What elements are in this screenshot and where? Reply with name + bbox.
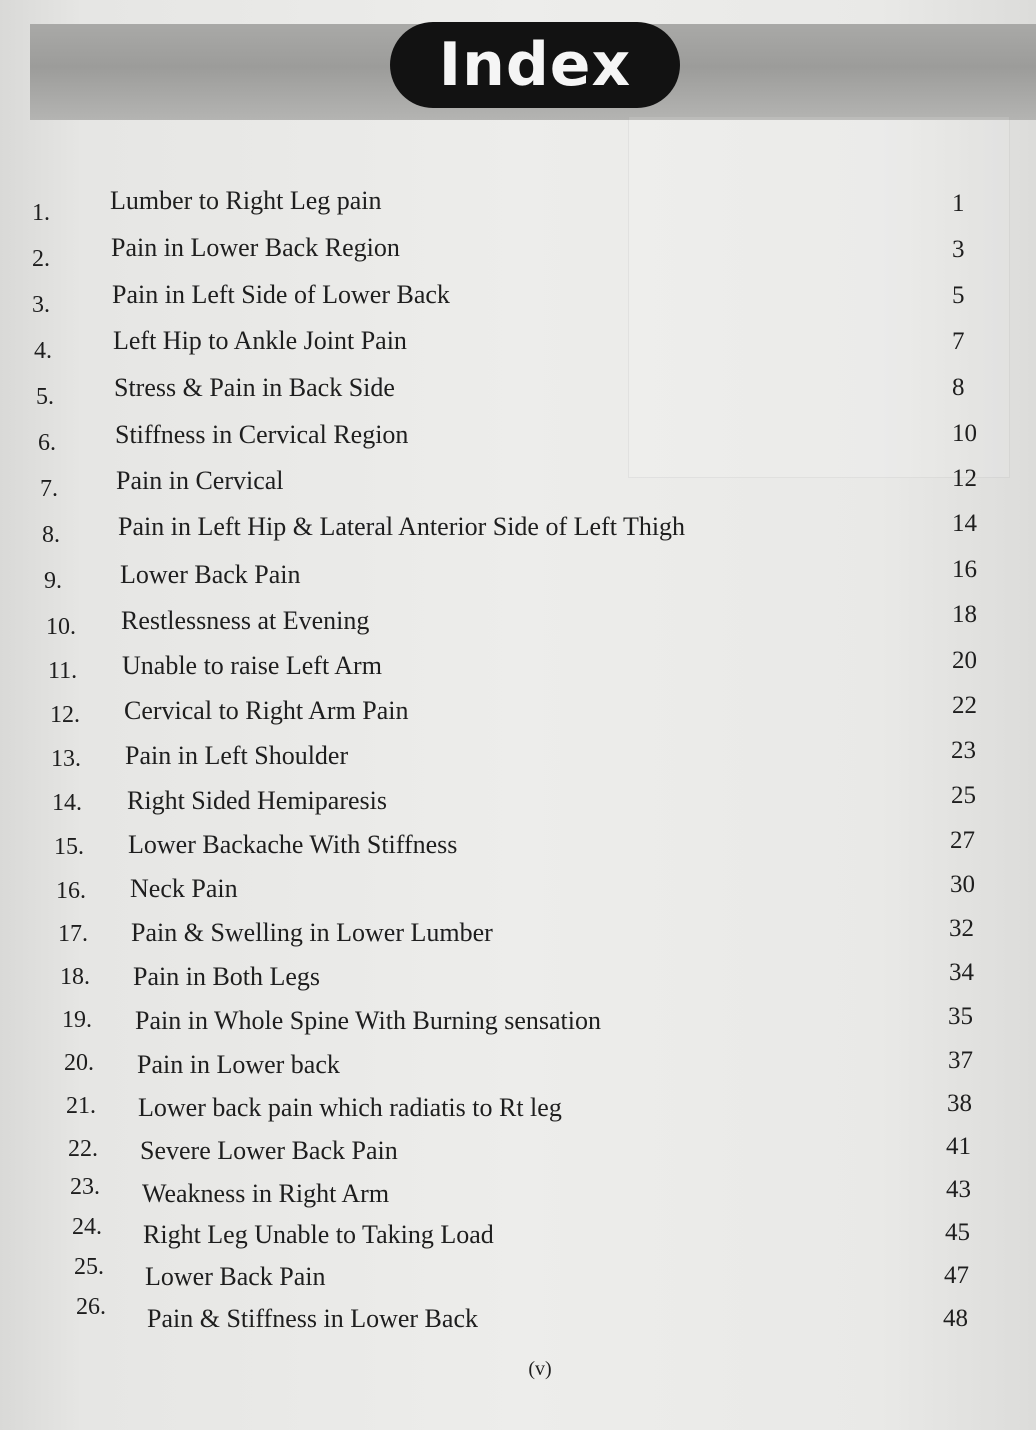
toc-entry-page: 27 [950, 827, 975, 854]
toc-entry-title: Cervical to Right Arm Pain [124, 696, 409, 725]
toc-entry-page: 3 [952, 236, 965, 263]
toc-entry-page: 14 [952, 510, 977, 537]
toc-entry-page: 32 [949, 915, 974, 942]
toc-entry-page: 34 [949, 959, 974, 986]
toc-entry-title: Lower Backache With Stiffness [128, 830, 458, 859]
toc-entry-title: Pain in Left Shoulder [125, 741, 349, 770]
toc-entry-number: 19. [62, 1007, 92, 1033]
toc-entry-number: 21. [66, 1093, 96, 1119]
toc-entry-number: 10. [46, 614, 76, 640]
toc-entry-number: 9. [44, 568, 62, 594]
toc-entry-number: 11. [48, 658, 78, 684]
toc-entry-title: Weakness in Right Arm [142, 1179, 390, 1208]
toc-entry-number: 8. [42, 522, 60, 548]
toc-entry-title: Lumber to Right Leg pain [110, 186, 382, 215]
toc-entry-number: 23. [70, 1174, 100, 1200]
toc-entry-number: 14. [52, 790, 82, 816]
toc-entry-title: Pain in Both Legs [133, 962, 321, 991]
toc-entry-number: 13. [51, 746, 81, 772]
toc-entry-title: Pain in Lower back [137, 1050, 340, 1079]
toc-entry-page: 25 [951, 782, 976, 809]
toc-entry-number: 25. [74, 1254, 104, 1280]
toc-entry-number: 2. [32, 246, 50, 272]
toc-entry-title: Right Leg Unable to Taking Load [143, 1220, 494, 1249]
toc-entry-title: Stiffness in Cervical Region [115, 420, 409, 449]
toc-entry-title: Severe Lower Back Pain [140, 1136, 398, 1165]
toc-entry-number: 24. [72, 1214, 102, 1240]
toc-entry-page: 48 [943, 1305, 968, 1332]
toc-entry-number: 12. [50, 702, 80, 728]
toc-entry-title: Lower back pain which radiatis to Rt leg [138, 1093, 562, 1122]
toc-entry-page: 38 [947, 1090, 972, 1117]
toc-entry-title: Lower Back Pain [145, 1262, 326, 1291]
toc-entry-page: 16 [952, 556, 977, 583]
toc-entry-page: 35 [948, 1003, 973, 1030]
toc-entry-title: Neck Pain [130, 874, 238, 903]
toc-entry-number: 26. [76, 1294, 106, 1320]
toc-entry-title: Pain in Whole Spine With Burning sensation [135, 1006, 601, 1035]
toc-entry-page: 30 [950, 871, 975, 898]
toc-entry-page: 10 [952, 420, 977, 447]
toc-entry-page: 37 [948, 1047, 973, 1074]
toc-entry-title: Pain in Left Hip & Lateral Anterior Side of Left Thigh [118, 512, 686, 541]
toc-entry-title: Pain in Lower Back Region [111, 233, 400, 262]
toc-entry-number: 1. [32, 200, 50, 226]
toc-entry-page: 7 [952, 328, 965, 355]
toc-entry-title: Pain in Cervical [116, 466, 284, 495]
toc-entry-page: 20 [952, 647, 977, 674]
toc-entry-page: 22 [952, 692, 977, 719]
toc-entry-page: 45 [945, 1219, 970, 1246]
toc-entry-number: 6. [38, 430, 56, 456]
toc-entry-number: 22. [68, 1136, 98, 1162]
toc-entry-number: 18. [60, 964, 90, 990]
toc-entry-page: 5 [952, 282, 965, 309]
toc-entry-page: 41 [946, 1133, 971, 1160]
toc-entry-number: 15. [54, 834, 84, 860]
toc-entry-page: 23 [951, 737, 976, 764]
toc-entry-number: 20. [64, 1050, 94, 1076]
toc-entry-number: 4. [34, 338, 52, 364]
toc-entry-title: Lower Back Pain [120, 560, 301, 589]
toc-entry-page: 43 [946, 1176, 971, 1203]
toc-entry-number: 3. [32, 292, 50, 318]
toc-entry-title: Stress & Pain in Back Side [114, 373, 395, 402]
page-title: Index [438, 30, 632, 100]
toc-entry-page: 8 [952, 374, 965, 401]
toc-entry-title: Left Hip to Ankle Joint Pain [113, 326, 407, 355]
toc-entry-title: Pain in Left Side of Lower Back [112, 280, 450, 309]
toc-entry-title: Pain & Swelling in Lower Lumber [131, 918, 493, 947]
toc-entry-page: 1 [952, 190, 965, 217]
toc-entry-number: 17. [58, 921, 88, 947]
toc-entry-title: Right Sided Hemiparesis [127, 786, 387, 815]
toc-entry-number: 5. [36, 384, 54, 410]
toc-entry-title: Restlessness at Evening [121, 606, 370, 635]
toc-entry-page: 47 [944, 1262, 969, 1289]
toc-entry-number: 16. [56, 878, 86, 904]
toc-entry-title: Pain & Stiffness in Lower Back [147, 1304, 478, 1333]
toc-entry-number: 7. [40, 476, 58, 502]
toc-entry-title: Unable to raise Left Arm [122, 651, 382, 680]
toc-entry-page: 12 [952, 465, 977, 492]
page-number-footer: (v) [528, 1358, 552, 1380]
toc-entry-page: 18 [952, 601, 977, 628]
